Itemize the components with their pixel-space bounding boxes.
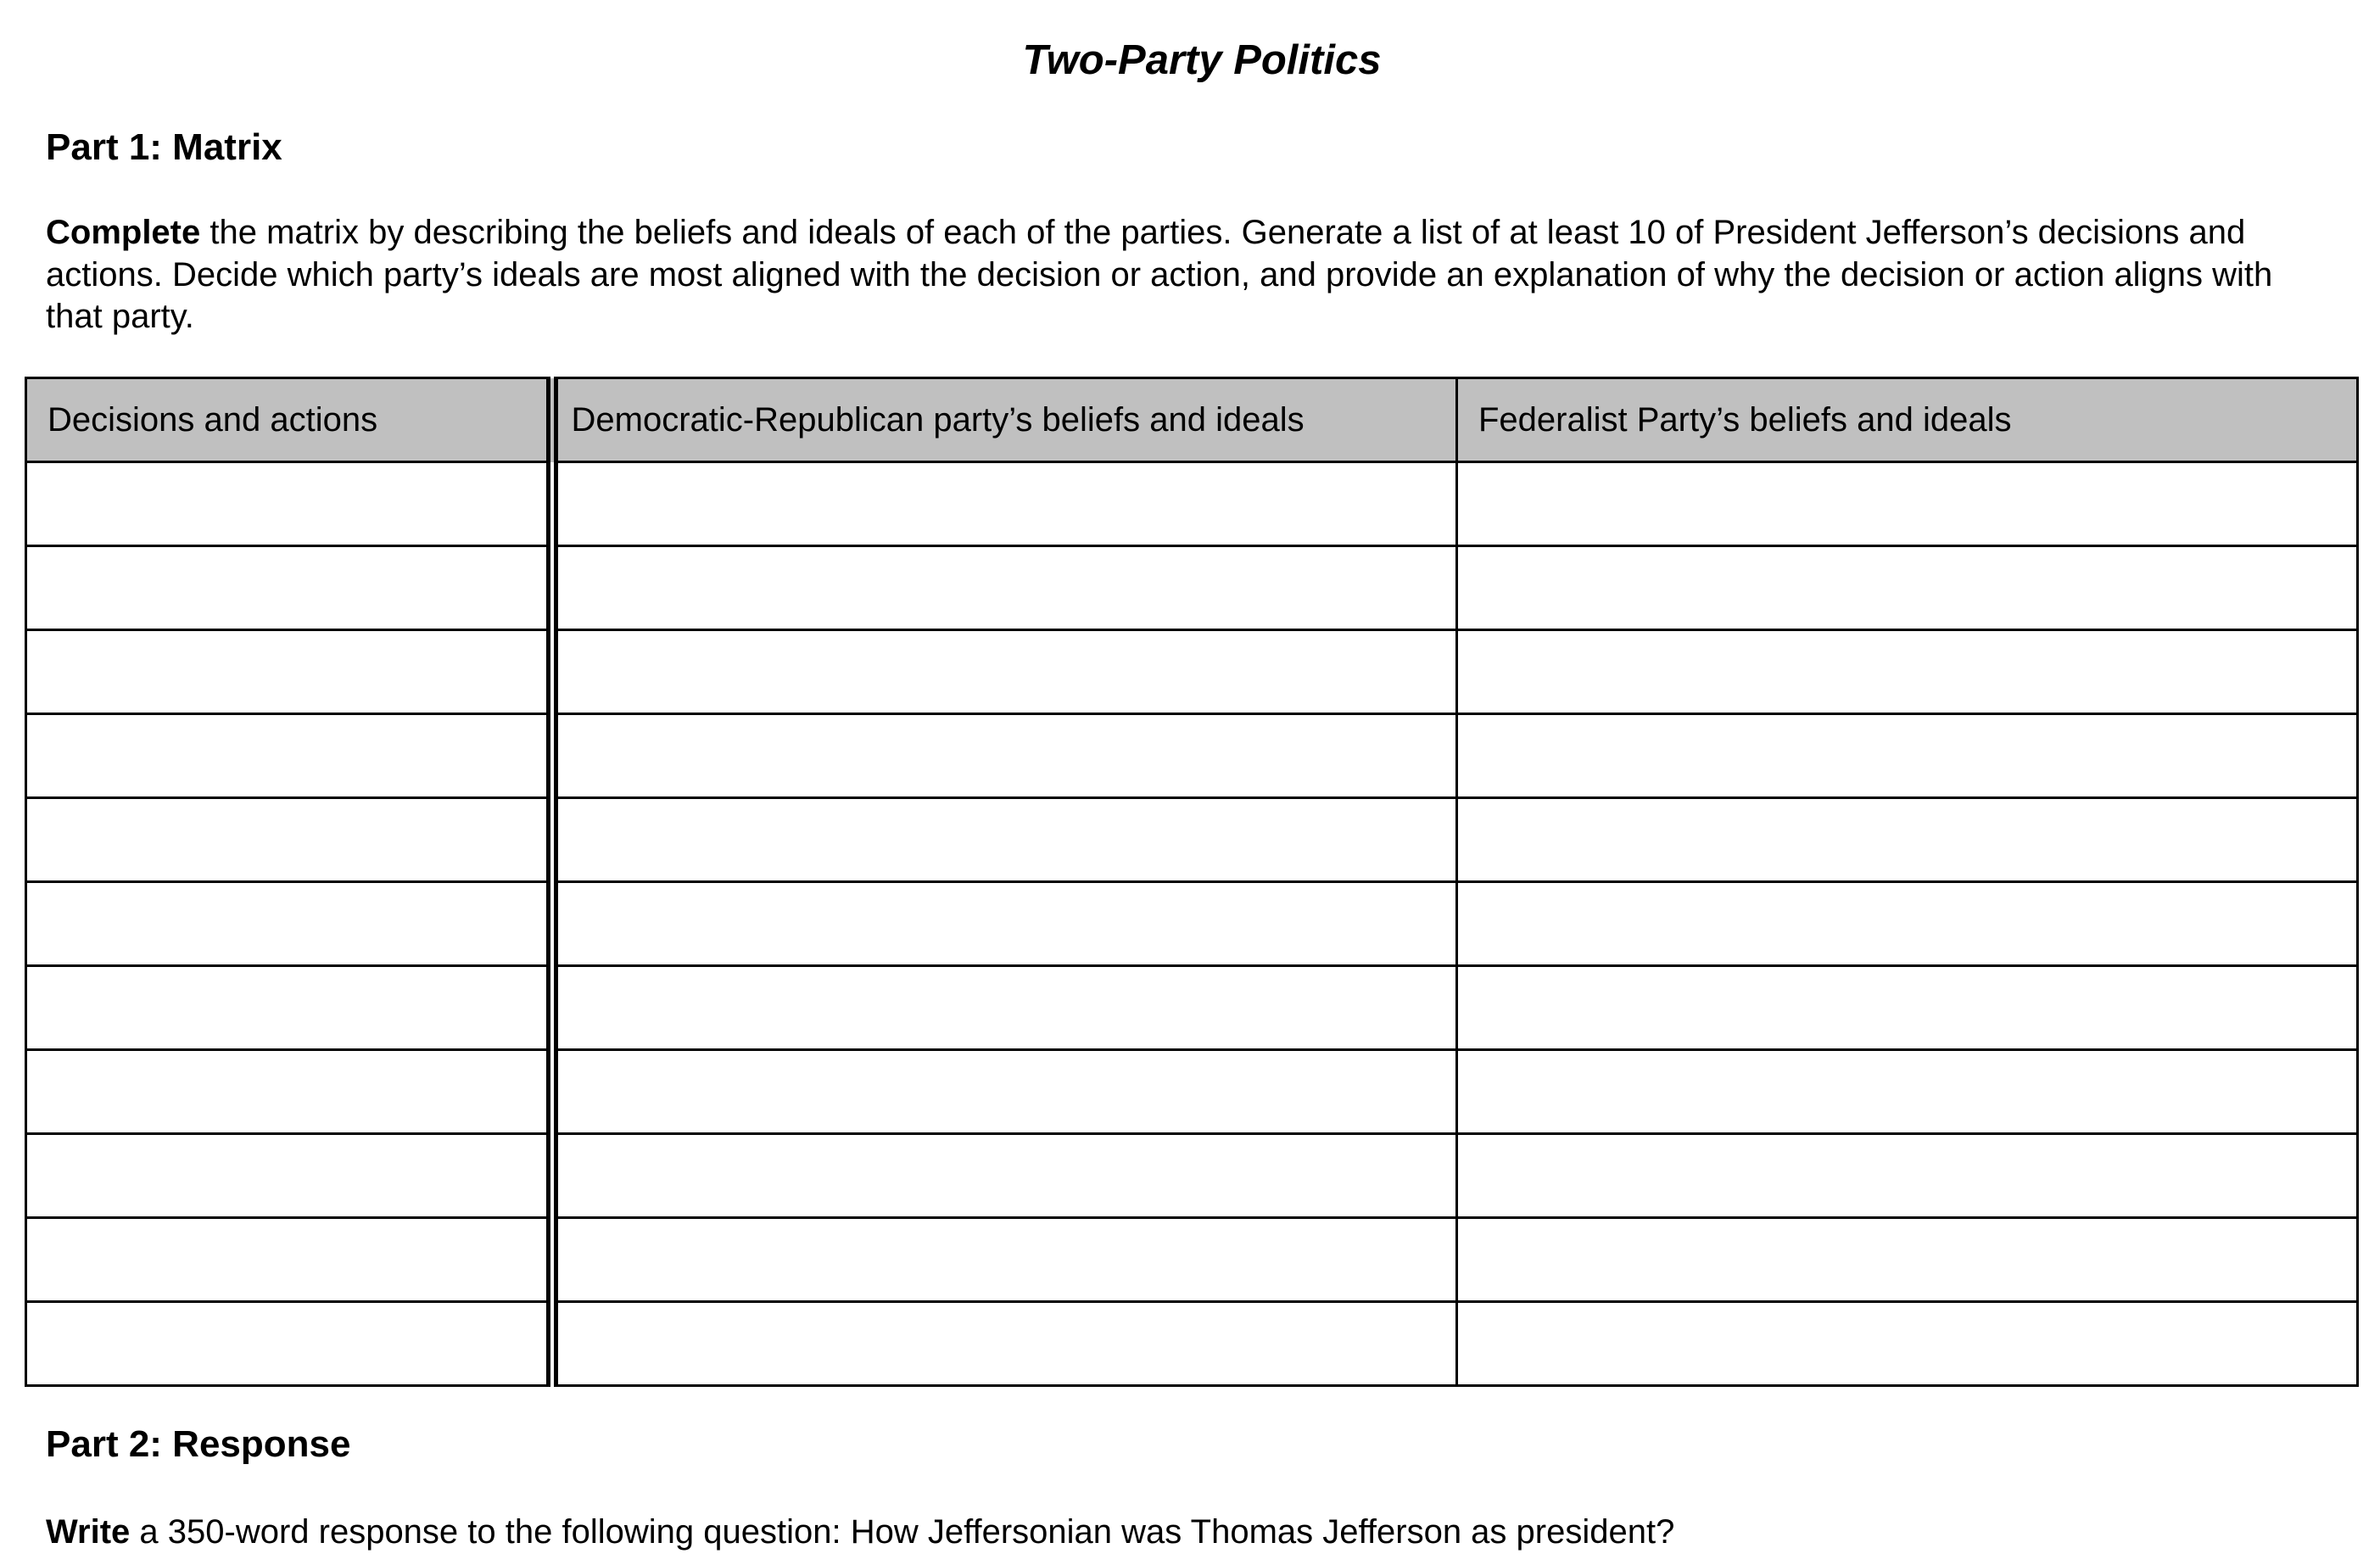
cell-democratic-republican[interactable] [552,1134,1457,1218]
cell-federalist[interactable] [1457,714,2358,798]
table-row [26,882,2358,966]
cell-democratic-republican[interactable] [552,882,1457,966]
cell-democratic-republican[interactable] [552,630,1457,714]
table-row [26,798,2358,882]
table-row [26,1302,2358,1386]
part2-instructions [46,1512,2336,1554]
table-row [26,462,2358,546]
header-federalist: Federalist Party’s beliefs and ideals [1457,378,2358,462]
cell-decision-action[interactable] [26,1050,552,1134]
table-row [26,714,2358,798]
table-row [26,1050,2358,1134]
cell-federalist[interactable] [1457,1302,2358,1386]
cell-decision-action[interactable] [26,1302,552,1386]
cell-decision-action[interactable] [26,630,552,714]
table-row [26,1134,2358,1218]
document-title: Two-Party Politics [1022,37,1382,83]
table-row [26,546,2358,630]
cell-democratic-republican[interactable] [552,546,1457,630]
cell-federalist[interactable] [1457,546,2358,630]
cell-decision-action[interactable] [26,1218,552,1302]
cell-federalist[interactable] [1457,966,2358,1050]
header-decisions-actions: Decisions and actions [26,378,552,462]
table-row [26,1218,2358,1302]
cell-decision-action[interactable] [26,882,552,966]
part2-instructions-lead: Write [46,1513,131,1551]
cell-democratic-republican[interactable] [552,966,1457,1050]
cell-federalist[interactable] [1457,462,2358,546]
cell-decision-action[interactable] [26,1134,552,1218]
cell-federalist[interactable] [1457,798,2358,882]
table-row [26,966,2358,1050]
cell-democratic-republican[interactable] [552,462,1457,546]
matrix-body [26,462,2358,1386]
cell-federalist[interactable] [1457,882,2358,966]
cell-democratic-republican[interactable] [552,798,1457,882]
cell-federalist[interactable] [1457,1134,2358,1218]
cell-federalist[interactable] [1457,1218,2358,1302]
part1-instructions-text: the matrix by describing the beliefs and ideals of each of the parties. Generate a list of at least 10 of President Jefferson’s decisions and actions. Decide which party’s ideals are most aligned with the decision or action, and provide an explanation of why the decision or action aligns with that party. [46,214,2273,335]
cell-decision-action[interactable] [26,966,552,1050]
cell-decision-action[interactable] [26,798,552,882]
cell-democratic-republican[interactable] [552,1218,1457,1302]
cell-democratic-republican[interactable] [552,714,1457,798]
cell-federalist[interactable] [1457,1050,2358,1134]
part2-instructions-text: a 350-word response to the following question: How Jeffersonian was Thomas Jefferson as president? [130,1513,1675,1551]
matrix-header-row [26,378,2358,462]
cell-decision-action[interactable] [26,546,552,630]
part1-heading: Part 1: Matrix [46,126,282,168]
cell-decision-action[interactable] [26,714,552,798]
header-democratic-republican: Democratic-Republican party’s beliefs and ideals [552,378,1457,462]
part1-instructions-lead: Complete [46,214,201,251]
cell-democratic-republican[interactable] [552,1050,1457,1134]
part1-instructions [46,212,2336,338]
party-matrix-table [25,377,2359,1387]
table-row [26,630,2358,714]
cell-decision-action[interactable] [26,462,552,546]
cell-democratic-republican[interactable] [552,1302,1457,1386]
cell-federalist[interactable] [1457,630,2358,714]
part2-heading: Part 2: Response [46,1423,351,1465]
